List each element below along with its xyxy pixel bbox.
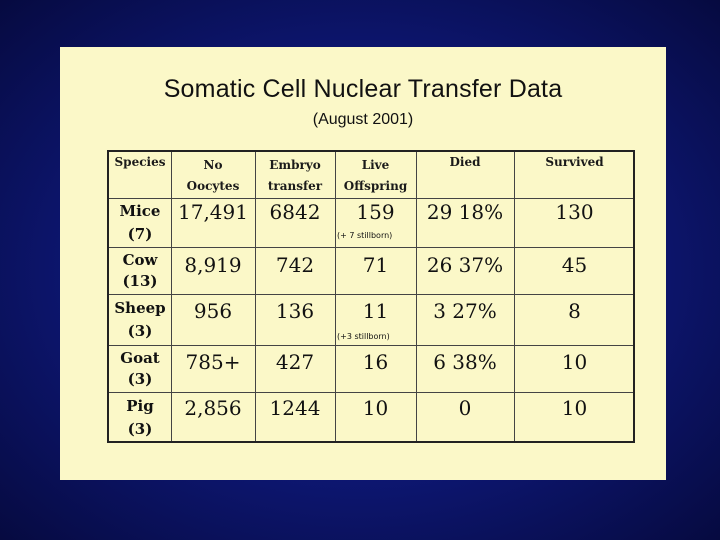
oocytes-cell: 956 [193,299,233,323]
live-cell: 10 [362,396,389,420]
embryo-cell: 6842 [269,200,321,224]
species-name: Goat [120,348,160,367]
oocytes-cell: 2,856 [184,396,242,420]
species-cell [109,394,171,441]
slide-subtitle: (August 2001) [312,111,414,128]
oocytes-cell: 17,491 [178,200,248,224]
header-oocytes [171,152,255,198]
survived-cell: 10 [561,350,588,374]
species-name: Pig [126,396,154,415]
live-cell: 159 [356,200,395,224]
species-count: (3) [127,370,153,389]
embryo-cell: 742 [275,253,315,277]
species-cell [109,296,171,343]
died-cell: 3 27% [433,299,497,323]
oocytes-cell: 785+ [185,350,241,374]
header-label: No [203,157,223,172]
header-label: Embryo [269,157,321,172]
species-cell [109,347,171,390]
species-name: Sheep [114,298,166,317]
died-cell: 26 37% [426,253,504,277]
species-name: Cow [122,250,158,269]
slide-card [60,47,666,480]
survived-cell: 45 [561,253,588,277]
header-label: Oocytes [186,178,240,193]
stillborn-note: (+ 7 stillborn) [337,231,393,240]
embryo-cell: 136 [275,299,315,323]
header-live-offspring [335,152,416,198]
embryo-cell: 427 [275,350,315,374]
header-survived [514,152,635,198]
died-cell: 6 38% [433,350,497,374]
died-cell: 29 18% [426,200,504,224]
live-cell: 71 [362,253,389,277]
species-cell [109,249,171,292]
survived-cell: 8 [568,299,581,323]
species-name: Mice [119,202,161,221]
live-cell: 11 [362,299,389,323]
live-cell: 16 [362,350,389,374]
header-label: Died [449,155,481,169]
species-count: (13) [122,272,158,291]
header-label: Live [361,157,390,172]
survived-cell: 10 [561,396,588,420]
oocytes-cell: 8,919 [184,253,242,277]
species-cell [109,200,171,245]
header-label: Survived [545,155,604,169]
slide-title: Somatic Cell Nuclear Transfer Data [163,75,563,103]
species-count: (3) [127,322,153,341]
species-count: (7) [127,224,153,243]
header-died [416,152,514,198]
header-label: transfer [267,178,323,193]
data-table [107,150,635,443]
stillborn-note: (+3 stillborn) [337,332,390,341]
died-cell: 0 [458,396,472,420]
species-count: (3) [127,420,153,439]
header-label: Offspring [343,178,408,193]
header-species [109,152,171,198]
survived-cell: 130 [555,200,594,224]
header-label: Species [114,155,166,169]
header-embryo-transfer [255,152,335,198]
embryo-cell: 1244 [269,396,321,420]
